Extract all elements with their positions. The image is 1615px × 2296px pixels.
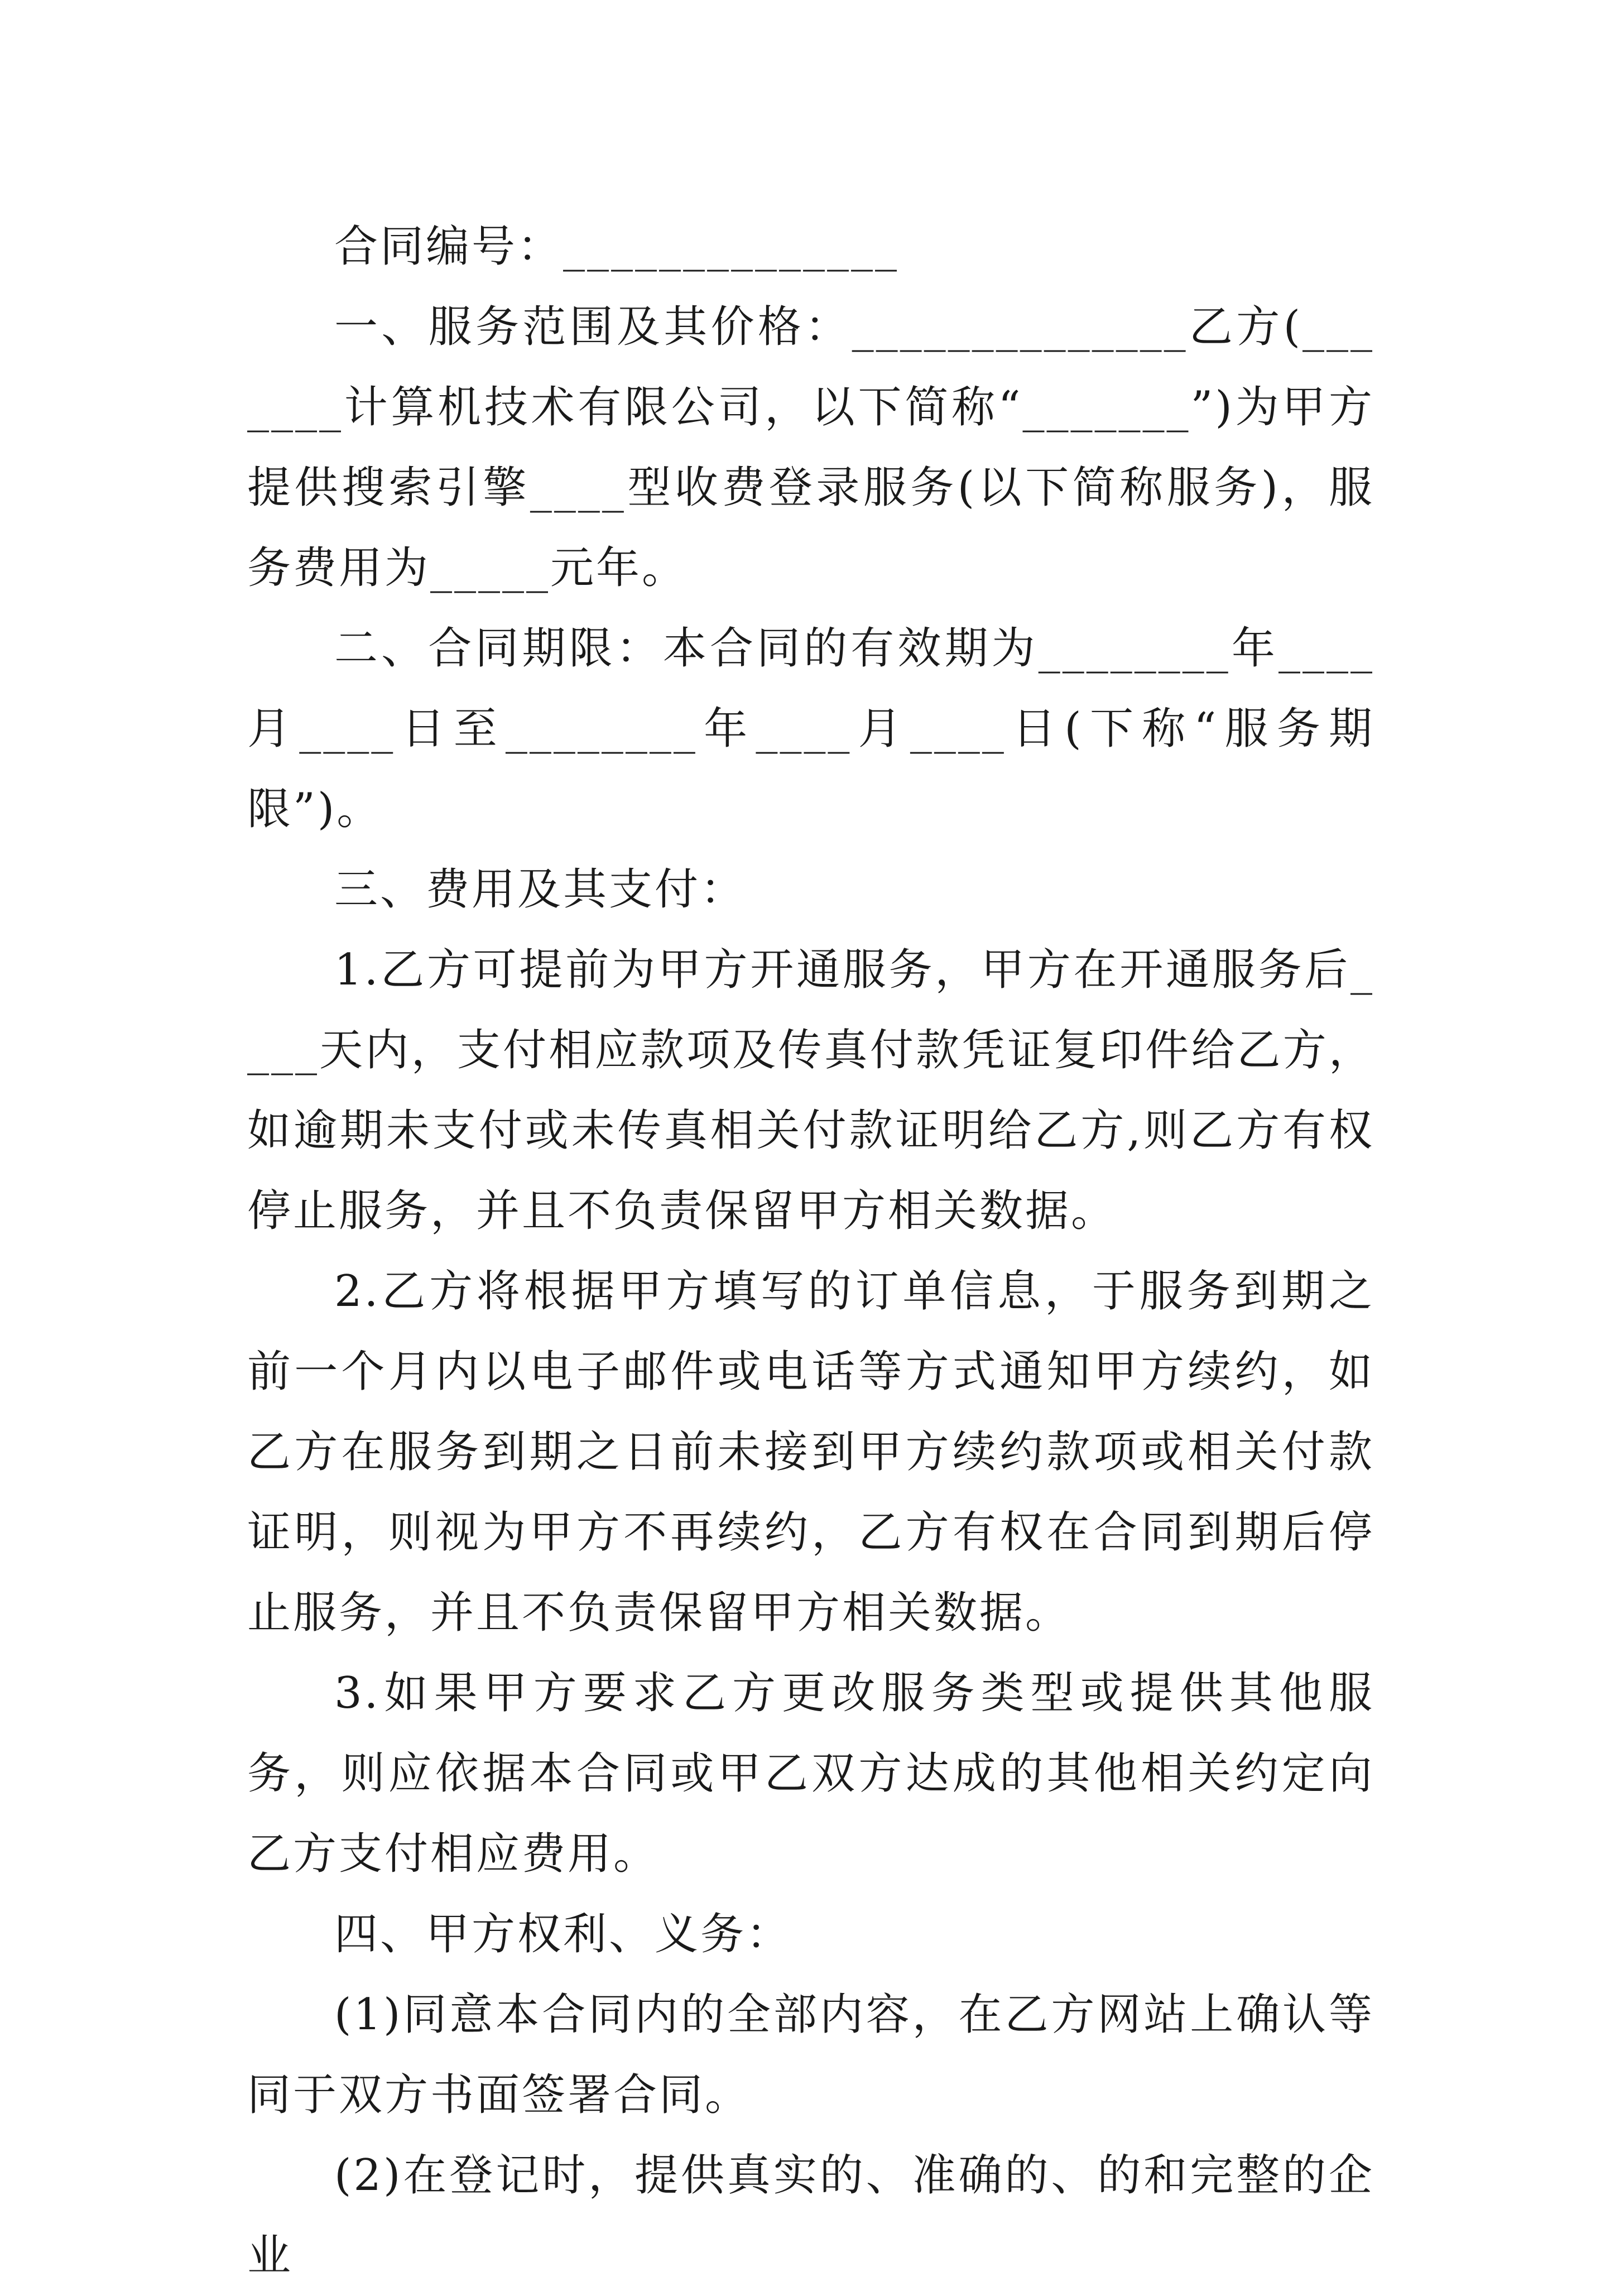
party-a-clause-2: (2)在登记时，提供真实的、准确的、的和完整的企业 xyxy=(247,2150,1374,2281)
party-a-clause-1: (1)同意本合同内的全部内容，在乙方网站上确认等同于双方书面签署合同。 xyxy=(247,1990,1374,2120)
section-contract-term: 二、合同期限：本合同的有效期为________年____月____日至________年____月____日(下称“服务期限”)。 xyxy=(247,623,1374,834)
fees-clause-2: 2.乙方将根据甲方填写的订单信息，于服务到期之前一个月内以电子邮件或电话等方式通知甲方续约，如乙方在服务到期之日前未接到甲方续约款项或相关付款证明，则视为甲方不再续约，乙方有权在合同到期后停止服务，并且不负责保留甲方相关数据。 xyxy=(247,1266,1374,1638)
section-party-a-rights-heading: 四、甲方权利、义务： xyxy=(334,1909,792,1959)
section-fees-heading: 三、费用及其支付： xyxy=(334,864,747,915)
section-service-scope: 一、服务范围及其价格：______________乙方(_______计算机技术有限公司，以下简称“_______”)为甲方提供搜索引擎____型收费登录服务(以下简称服务)，服务费用为_____元年。 xyxy=(247,302,1374,593)
contract-number-line: 合同编号：______________ xyxy=(334,222,900,272)
contract-body xyxy=(247,206,1374,2296)
fees-clause-1: 1.乙方可提前为甲方开通服务，甲方在开通服务后____天内，支付相应款项及传真付款凭证复印件给乙方，如逾期未支付或未传真相关付款证明给乙方,则乙方有权停止服务，并且不负责保留甲方相关数据。 xyxy=(247,945,1374,1236)
fees-clause-3: 3.如果甲方要求乙方更改服务类型或提供其他服务，则应依据本合同或甲乙双方达成的其他相关约定向乙方支付相应费用。 xyxy=(247,1668,1374,1879)
